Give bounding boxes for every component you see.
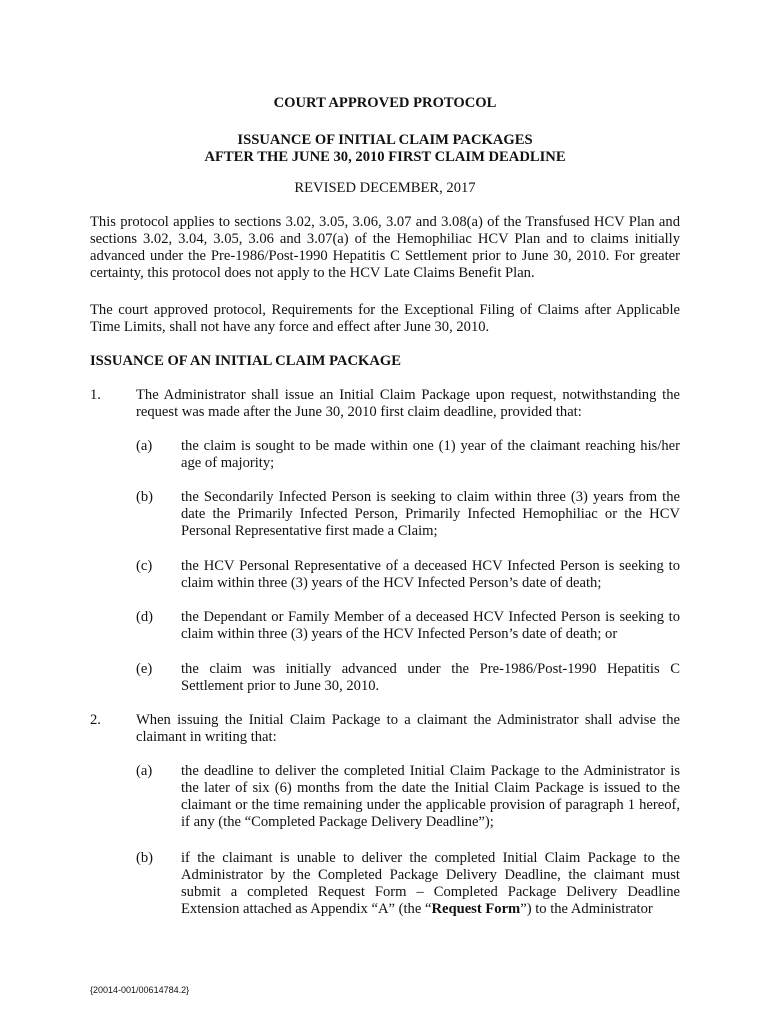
subitem-label: (b) — [136, 489, 154, 505]
item-text: The Administrator shall issue an Initial Claim Package upon request, notwithstanding the request was made after the June 30, 2010 first claim deadline, provided that: — [136, 387, 680, 420]
item-text: When issuing the Initial Claim Package to a claimant the Administrator shall advise the claimant in writing that: — [136, 712, 680, 745]
subitem-label: (e) — [136, 661, 153, 677]
subitem-text: the claim is sought to be made within one (1) year of the claimant reaching his/her age of majority; — [181, 438, 680, 471]
subitem-text: the HCV Personal Representative of a deceased HCV Infected Person is seeking to claim within three (3) years of the HCV Infected Person’s date of death; — [181, 558, 680, 591]
subitem-text: the Dependant or Family Member of a deceased HCV Infected Person is seeking to claim within three (3) years of the HCV Infected Person’s date of death; or — [181, 609, 680, 642]
document-footer-reference: {20014-001/00614784.2} — [90, 985, 190, 995]
document-subtitle-line-2: AFTER THE JUNE 30, 2010 FIRST CLAIM DEADLINE — [204, 149, 566, 165]
subitem-text — [181, 850, 680, 918]
document-title: COURT APPROVED PROTOCOL — [273, 95, 497, 111]
defined-term-request-form: Request Form — [431, 901, 521, 917]
subitem-label: (a) — [136, 438, 153, 454]
subitem-text: the Secondarily Infected Person is seeking to claim within three (3) years from the date the Primarily Infected Person, Primarily Infected Hemophiliac or the HCV Personal Representative first made a Claim; — [181, 489, 680, 539]
subitem-text: the claim was initially advanced under the Pre-1986/Post-1990 Hepatitis C Settlement prior to June 30, 2010. — [181, 661, 680, 694]
item-number: 1. — [90, 387, 101, 403]
document-subtitle-line-1: ISSUANCE OF INITIAL CLAIM PACKAGES — [237, 132, 533, 148]
item-number: 2. — [90, 712, 101, 728]
intro-paragraph-scope: This protocol applies to sections 3.02, 3.05, 3.06, 3.07 and 3.08(a) of the Transfused HCV Plan and sections 3.02, 3.04, 3.05, 3.06 and 3.07(a) of the Hemophiliac HCV Plan and to claims initially advanced under the Pre-1986/Post-1990 Hepatitis C Settlement prior to June 30, 2010. For greater certainty, this protocol does not apply to the HCV Late Claims Benefit Plan. — [90, 214, 680, 281]
subitem-label: (a) — [136, 763, 153, 779]
subitem-label: (b) — [136, 850, 154, 866]
subitem-text-part: if the claimant is unable to deliver the completed Initial Claim Package to the Administrator by the Completed Package Delivery Deadline, the claimant must submit a completed Request Form – Completed Package Delivery Deadline Extension attached as Appendix “A” (the “ — [181, 850, 680, 917]
subitem-text: the deadline to deliver the completed Initial Claim Package to the Administrator is the later of six (6) months from the date the Initial Claim Package is issued to the claimant or the time remaining under the applicable provision of paragraph 1 hereof, if any (the “Completed Package Delivery Deadline”); — [181, 763, 680, 830]
revision-date: REVISED DECEMBER, 2017 — [294, 180, 476, 196]
subitem-text-part: ”) to the Administrator — [520, 901, 653, 917]
subitem-label: (d) — [136, 609, 154, 625]
subitem-label: (c) — [136, 558, 153, 574]
section-heading: ISSUANCE OF AN INITIAL CLAIM PACKAGE — [90, 353, 401, 369]
intro-paragraph-prior-protocol: The court approved protocol, Requirements for the Exceptional Filing of Claims after Applicable Time Limits, shall not have any force and effect after June 30, 2010. — [90, 302, 680, 335]
